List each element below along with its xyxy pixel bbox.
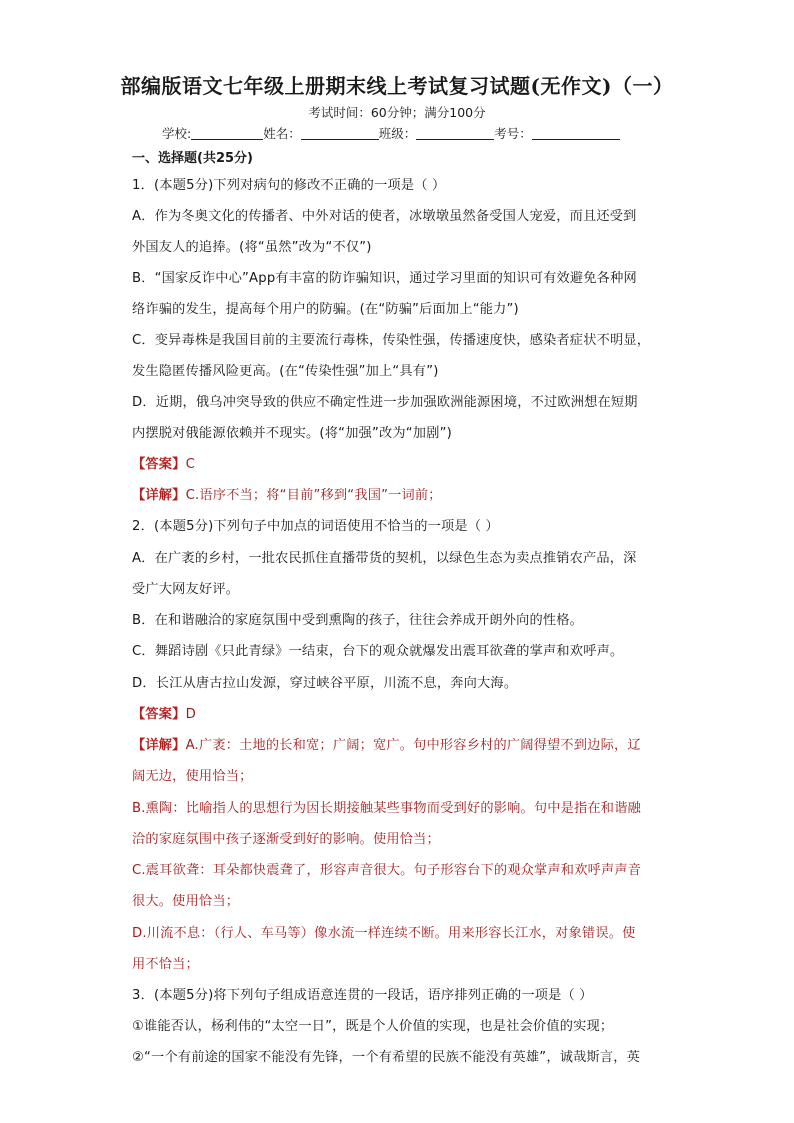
- q2-detail-line4: 洽的家庭氛围中孩子逐渐受到好的影响。使用恰当；: [132, 832, 440, 847]
- q2-detail-line6: 很大。使用恰当；: [132, 894, 240, 909]
- detail-tag: 【详解】: [132, 738, 186, 753]
- q1-detail: [132, 484, 442, 503]
- question-3-stem: 3．(本题5分)将下列句子组成语意连贯的一段话，语序排列正确的一项是（ ）: [132, 988, 593, 1003]
- name-label: 姓名：: [263, 126, 301, 141]
- q2-option-b: B．在和谐融洽的家庭氛围中受到熏陶的孩子，往往会养成开朗外向的性格。: [132, 613, 584, 628]
- class-blank[interactable]: [416, 127, 494, 140]
- question-1-stem: 1．(本题5分)下列对病句的修改不正确的一项是（ ）: [132, 178, 446, 193]
- answer-tag: 【答案】: [132, 707, 186, 722]
- q2-detail-line5: C.震耳欲聋：耳朵都快震聋了，形容声音很大。句子形容台下的观众掌声和欢呼声声音: [132, 863, 642, 878]
- q2-detail-line7: D.川流不息：（行人、车马等）像水流一样连续不断。用来形容长江水，对象错误。使: [132, 926, 636, 941]
- answer-value: C: [185, 457, 195, 472]
- q2-option-c: C．舞蹈诗剧《只此青绿》一结束，台下的观众就爆发出震耳欲聋的掌声和欢呼声。: [132, 644, 624, 659]
- class-label: 班级：: [378, 126, 417, 141]
- number-blank[interactable]: [532, 127, 620, 140]
- q2-option-a-line1: A．在广袤的乡村，一批农民抓住直播带货的契机，以绿色生态为卖点推销农产品，深: [132, 551, 637, 566]
- school-label: 学校:: [162, 126, 192, 141]
- q2-detail-line3: B.熏陶：比喻指人的思想行为因长期接触某些事物而受到好的影响。句中是指在和谐融: [132, 801, 641, 816]
- q1-option-d-line1: D．近期，俄乌冲突导致的供应不确定性进一步加强欧洲能源困境，不过欧洲想在短期: [132, 395, 638, 410]
- q1-option-b-line2: 络诈骗的发生，提高每个用户的防骗。(在“防骗”后面加上“能力”): [132, 302, 519, 317]
- q3-sentence-1: ①谁能否认，杨利伟的“太空一日”，既是个人价值的实现，也是社会价值的实现；: [132, 1019, 614, 1034]
- q2-detail-line1: [132, 734, 641, 753]
- detail-text: C.语序不当；将“目前”移到“我国”一词前；: [185, 488, 442, 503]
- q2-option-a-line2: 受广大网友好评。: [132, 582, 240, 597]
- q1-option-c-line1: C．变异毒株是我国目前的主要流行毒株，传染性强，传播速度快，感染者症状不明显，: [132, 333, 651, 348]
- q2-answer: [132, 703, 196, 722]
- q2-detail-line8: 用不恰当；: [132, 957, 199, 972]
- q1-option-d-line2: 内摆脱对俄能源依赖并不现实。(将“加强”改为“加剧”): [132, 426, 452, 441]
- q2-detail-line2: 阔无边，使用恰当；: [132, 769, 253, 784]
- exam-info: 考试时间：60分钟；满分100分: [308, 105, 486, 120]
- student-info-row: [162, 124, 620, 142]
- question-2-stem: 2．(本题5分)下列句子中加点的词语使用不恰当的一项是（ ）: [132, 519, 499, 534]
- q1-answer: [132, 453, 195, 472]
- name-blank[interactable]: [301, 127, 379, 140]
- detail-tag: 【详解】: [132, 488, 186, 503]
- q1-option-b-line1: B．“国家反诈中心”App有丰富的防诈骗知识，通过学习里面的知识可有效避免各种网: [132, 271, 637, 286]
- answer-value: D: [185, 707, 196, 722]
- answer-tag: 【答案】: [132, 457, 186, 472]
- section-heading: 一、选择题(共25分): [132, 151, 253, 166]
- q1-option-c-line2: 发生隐匿传播风险更高。(在“传染性强”加上“具有”): [132, 364, 439, 379]
- detail-text: A.广袤：土地的长和宽；广阔；宽广。句中形容乡村的广阔得望不到边际，辽: [185, 738, 641, 753]
- page-title: 部编版语文七年级上册期末线上考试复习试题(无作文)（一）: [120, 74, 674, 98]
- q1-option-a-line1: A．作为冬奥文化的传播者、中外对话的使者，冰墩墩虽然备受国人宠爱，而且还受到: [132, 209, 637, 224]
- number-label: 考号：: [494, 126, 532, 141]
- q3-sentence-2: ②“一个有前途的国家不能没有先锋，一个有希望的民族不能没有英雄”，诚哉斯言，英: [132, 1050, 641, 1065]
- school-blank[interactable]: [191, 127, 263, 140]
- q1-option-a-line2: 外国友人的追捧。(将“虽然”改为“不仅”): [132, 240, 372, 255]
- q2-option-d: D．长江从唐古拉山发源，穿过峡谷平原，川流不息，奔向大海。: [132, 676, 518, 691]
